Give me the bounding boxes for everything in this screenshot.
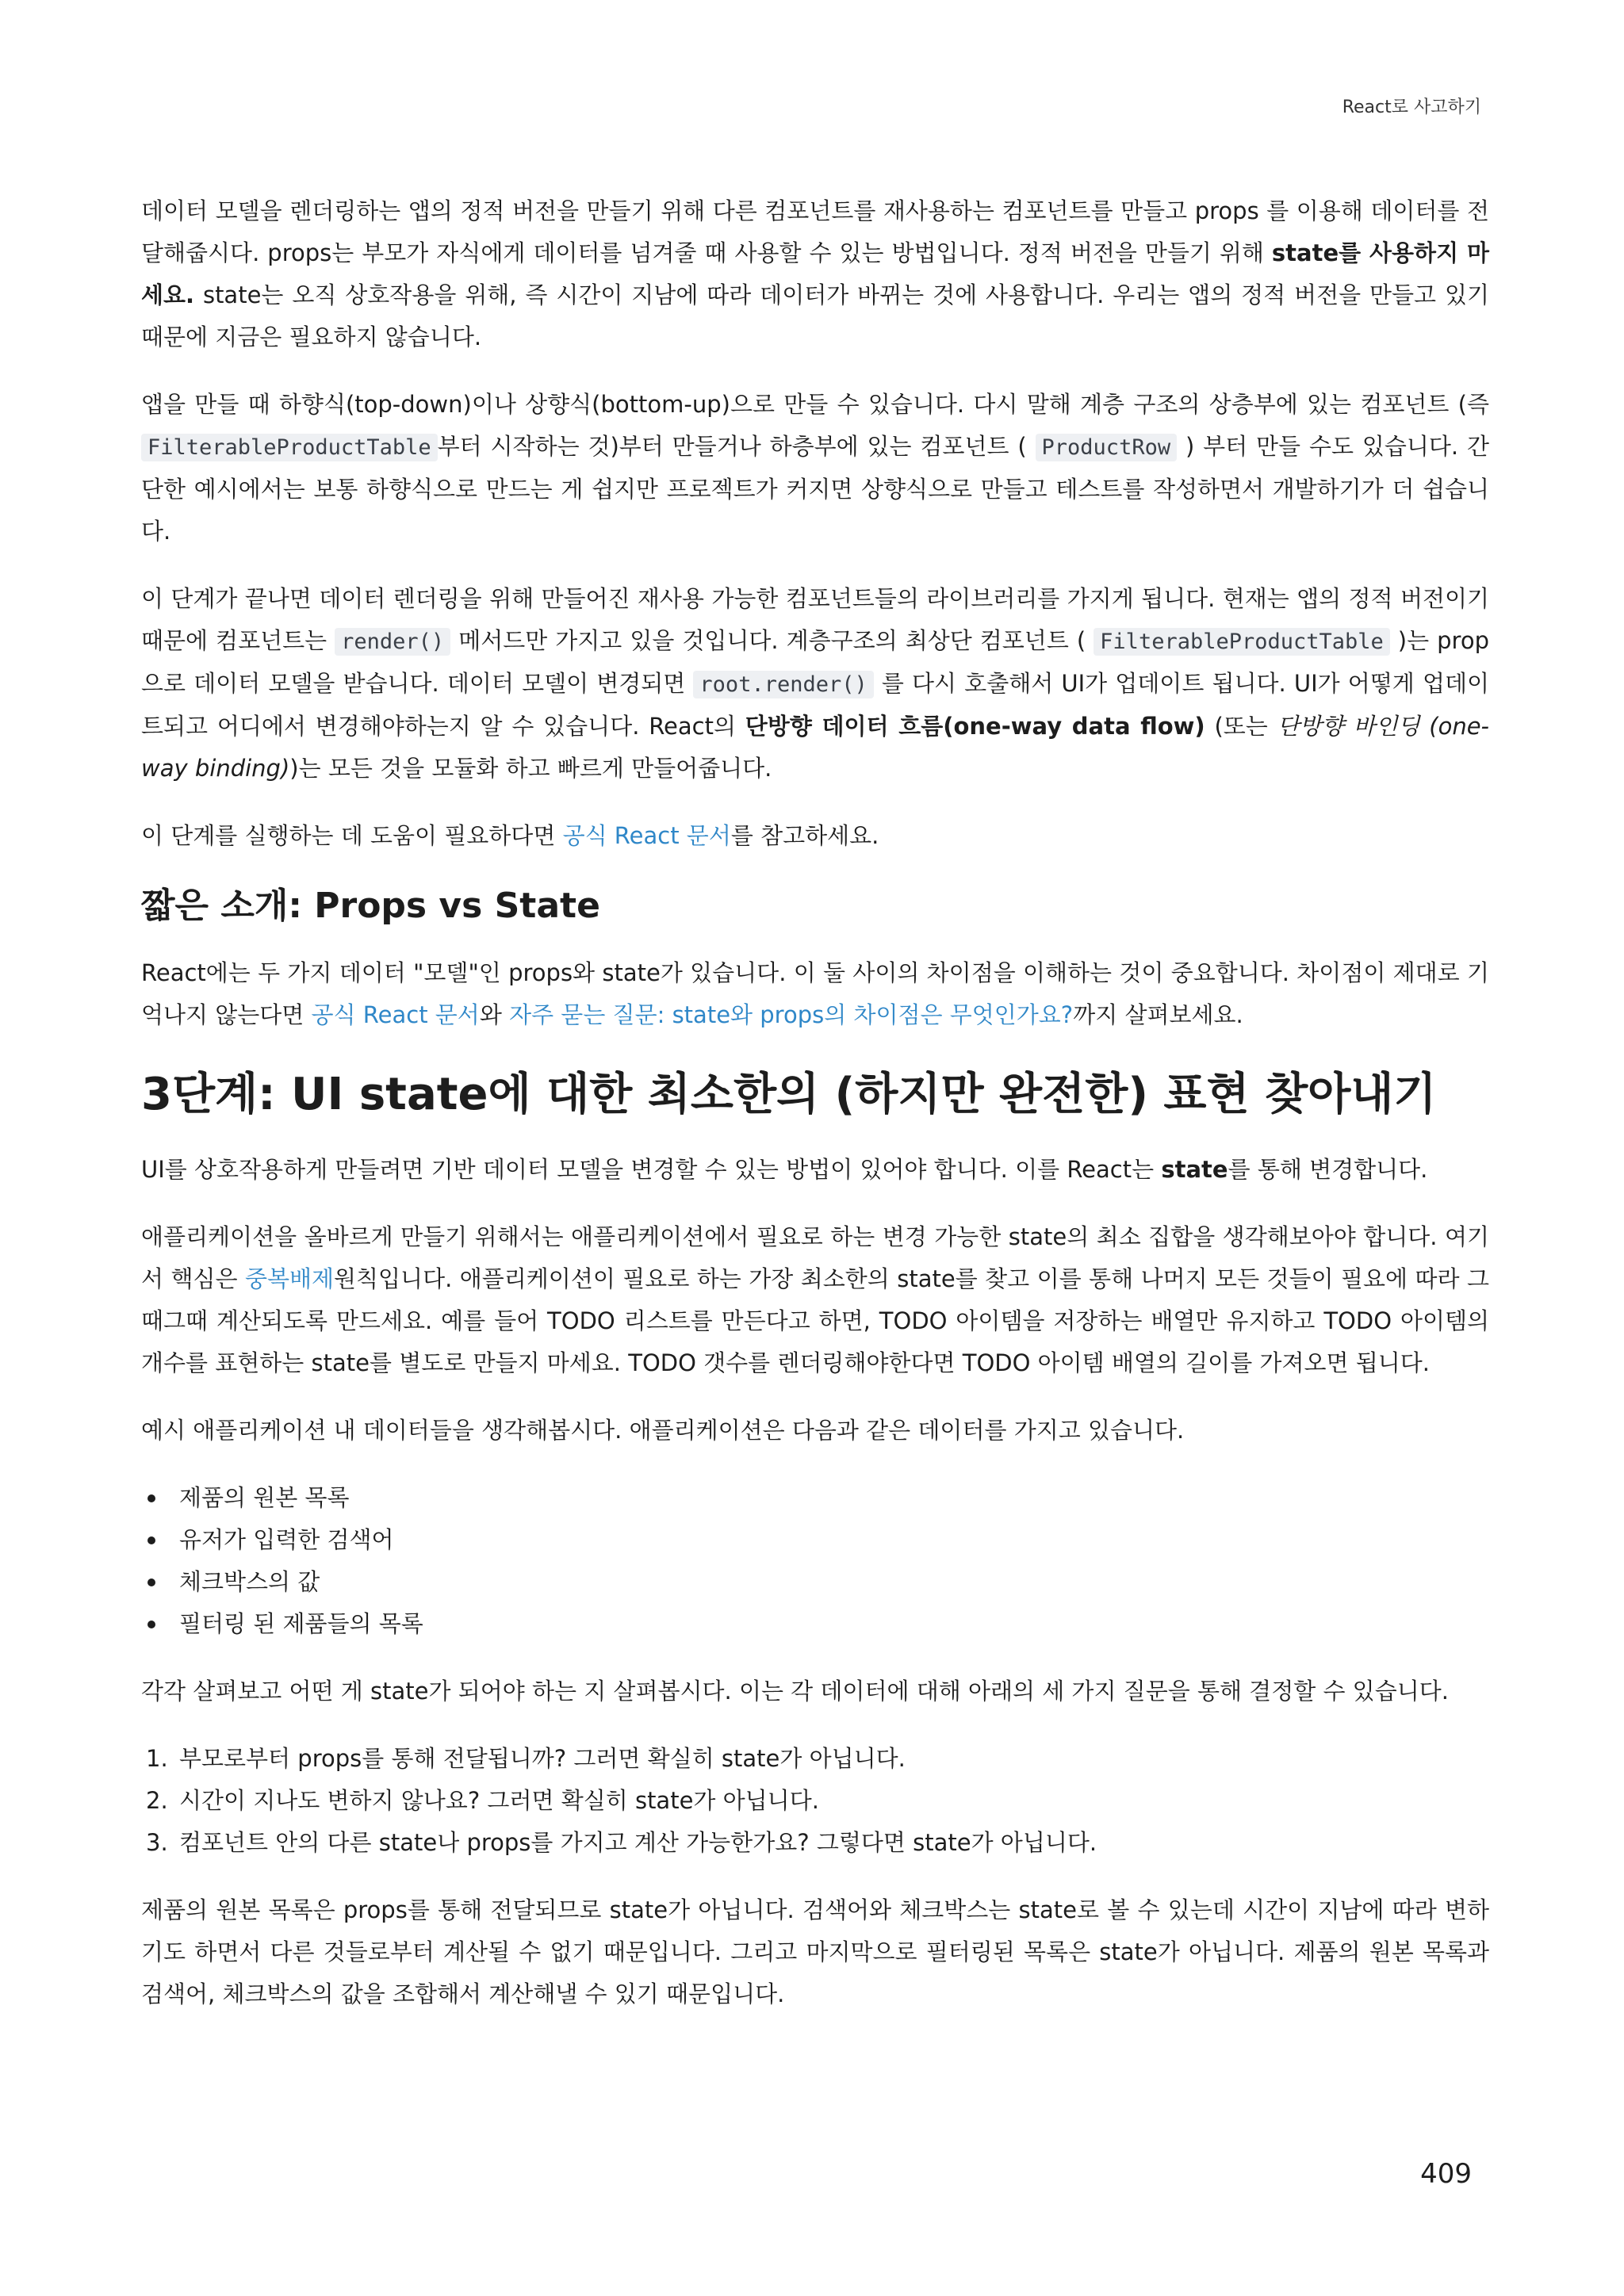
inline-code: root.render() <box>693 671 873 698</box>
page-content <box>141 190 1489 2041</box>
bold-text: state를 사용하지 마세요. <box>141 239 1489 308</box>
list-item-text: 시간이 지나도 변하지 않나요? 그러면 확실히 state가 아닙니다. <box>179 1787 819 1814</box>
paragraph-ui-interactive <box>141 1149 1489 1191</box>
link-official-react-docs[interactable]: 공식 React 문서 <box>562 822 731 849</box>
text: (또는 <box>1205 713 1277 740</box>
list-item: 필터링 된 제품들의 목록 <box>141 1603 1489 1645</box>
numbered-list <box>141 1738 1489 1864</box>
paragraph-help <box>141 815 1489 857</box>
text: 를 다시 호출해서 UI가 업데이트 됩니다. UI가 어떻게 업데이트되고 어디에서 변경해야하는지 알 수 있습니다. React의 <box>141 670 1489 740</box>
paragraph-conclusion: 제품의 원본 목록은 props를 통해 전달되므로 state가 아닙니다. 검색어와 체크박스는 state로 볼 수 있는데 시간이 지남에 따라 변하기도 하면서 다른 것들로부터 계산될 수 없기 때문입니다. 그리고 마지막으로 필터링된 목록은 state가 아닙니다. 제품의 원본 목록과 검색어, 체크박스의 값을 조합해서 계산해낼 수 있기 때문입니다. <box>141 1896 1489 2007</box>
list-item: 유저가 입력한 검색어 <box>141 1519 1489 1561</box>
link-dry-principle[interactable]: 중복배제 <box>244 1265 335 1292</box>
italic-text: 단방향 바인딩 (one-way binding) <box>141 713 1490 782</box>
text: 앱을 만들 때 하향식(top-down)이나 상향식(bottom-up)으로 만들 수 있습니다. 다시 말해 계층 구조의 상층부에 있는 컴포넌트 (즉 <box>141 391 1489 418</box>
list-number: 2. <box>146 1787 168 1814</box>
list-item-text: 컴포넌트 안의 다른 state나 props를 가지고 계산 가능한가요? 그렇다면 state가 아닙니다. <box>179 1829 1097 1856</box>
inline-code: FilterableProductTable <box>1094 628 1390 656</box>
list-item <box>141 1822 1489 1864</box>
text: React에는 두 가지 데이터 "모델"인 props와 state가 있습니다. 이 둘 사이의 차이점을 이해하는 것이 중요합니다. 차이점이 제대로 기억나지 않는다면 <box>141 959 1489 1028</box>
list-number: 1. <box>146 1745 168 1772</box>
paragraph-static-version <box>141 190 1489 358</box>
text: 를 참고하세요. <box>730 822 879 849</box>
text: 를 통해 변경합니다. <box>1228 1156 1428 1183</box>
list-item-text: 부모로부터 props를 통해 전달됩니까? 그러면 확실히 state가 아닙니다. <box>179 1745 906 1772</box>
section-heading-props-vs-state: 짧은 소개: Props vs State <box>141 886 600 926</box>
list-number: 3. <box>146 1829 168 1856</box>
paragraph-component-library <box>141 578 1489 790</box>
text: 이 단계가 끝나면 데이터 렌더링을 위해 만들어진 재사용 가능한 컴포넌트들의 라이브러리를 가지게 됩니다. 현재는 앱의 정적 버전이기 때문에 컴포넌트는 <box>141 585 1489 654</box>
inline-code: render() <box>335 628 450 656</box>
chapter-heading-step3: 3단계: UI state에 대한 최소한의 (하지만 완전한) 표현 찾아내기 <box>141 1069 1437 1120</box>
text: 원칙입니다. 애플리케이션이 필요로 하는 가장 최소한의 state를 찾고 이를 통해 나머지 모든 것들이 필요에 따라 그때그때 계산되도록 만드세요. 예를 들어 TODO 리스트를 만든다고 하면, TODO 아이템을 저장하는 배열만 유지하고 TODO 아이템의 개수를 표현하는 state를 별도로 만들지 마세요. TODO 갯수를 렌더링해야한다면 TODO 아이템 배열의 길이를 가져오면 됩니다. <box>141 1265 1489 1376</box>
link-official-react-docs[interactable]: 공식 React 문서 <box>311 1001 480 1028</box>
text: )는 모든 것을 모듈화 하고 빠르게 만들어줍니다. <box>289 755 772 782</box>
link-faq-state-vs-props[interactable]: 자주 묻는 질문: state와 props의 차이점은 무엇인가요? <box>509 1001 1074 1028</box>
paragraph-props-state <box>141 952 1489 1036</box>
paragraph-top-down-bottom-up <box>141 384 1489 553</box>
paragraph-minimal-state <box>141 1216 1489 1384</box>
list-item <box>141 1738 1489 1780</box>
inline-code: ProductRow <box>1036 434 1178 461</box>
text: )는 prop으로 데이터 모델을 받습니다. 데이터 모델이 변경되면 <box>141 627 1489 697</box>
text: state는 오직 상호작용을 위해, 즉 시간이 지남에 따라 데이터가 바뀌는 것에 사용합니다. 우리는 앱의 정적 버전을 만들고 있기 때문에 지금은 필요하지 않습니다. <box>141 281 1489 350</box>
list-item <box>141 1780 1489 1822</box>
inline-code: FilterableProductTable <box>141 434 438 461</box>
text: 이 단계를 실행하는 데 도움이 필요하다면 <box>141 822 563 849</box>
text: 부터 시작하는 것)부터 만들거나 하층부에 있는 컴포넌트 ( <box>437 433 1036 460</box>
list-item: 체크박스의 값 <box>141 1561 1489 1603</box>
bold-text: 단방향 데이터 흐름(one-way data flow) <box>745 713 1205 740</box>
text: 까지 살펴보세요. <box>1073 1001 1243 1028</box>
paragraph-example-data: 예시 애플리케이션 내 데이터들을 생각해봅시다. 애플리케이션은 다음과 같은 데이터를 가지고 있습니다. <box>141 1417 1185 1444</box>
bold-text: state <box>1161 1156 1228 1183</box>
list-item: 제품의 원본 목록 <box>141 1477 1489 1519</box>
text: 와 <box>479 1001 510 1028</box>
text: 애플리케이션을 올바르게 만들기 위해서는 애플리케이션에서 필요로 하는 변경 가능한 state의 최소 집합을 생각해보아야 합니다. 여기서 핵심은 <box>141 1223 1489 1292</box>
text: 메서드만 가지고 있을 것입니다. 계층구조의 최상단 컴포넌트 ( <box>450 627 1094 654</box>
text: 데이터 모델을 렌더링하는 앱의 정적 버전을 만들기 위해 다른 컴포넌트를 재사용하는 컴포넌트를 만들고 props 를 이용해 데이터를 전달해줍시다. props는 부모가 자식에게 데이터를 넘겨줄 때 사용할 수 있는 방법입니다. 정적 버전을 만들기 위해 <box>141 197 1489 266</box>
running-header: React로 사고하기 <box>1342 98 1481 117</box>
text: ) 부터 만들 수도 있습니다. 간단한 예시에서는 보통 하향식으로 만드는 게 쉽지만 프로젝트가 커지면 상향식으로 만들고 테스트를 작성하면서 개발하기가 더 쉽습니다. <box>141 433 1489 545</box>
text: UI를 상호작용하게 만들려면 기반 데이터 모델을 변경할 수 있는 방법이 있어야 합니다. 이를 React는 <box>141 1156 1162 1183</box>
bullet-list <box>141 1477 1489 1645</box>
paragraph-three-questions: 각각 살펴보고 어떤 게 state가 되어야 하는 지 살펴봅시다. 이는 각 데이터에 대해 아래의 세 가지 질문을 통해 결정할 수 있습니다. <box>141 1678 1449 1705</box>
page-number: 409 <box>1420 2158 1472 2190</box>
